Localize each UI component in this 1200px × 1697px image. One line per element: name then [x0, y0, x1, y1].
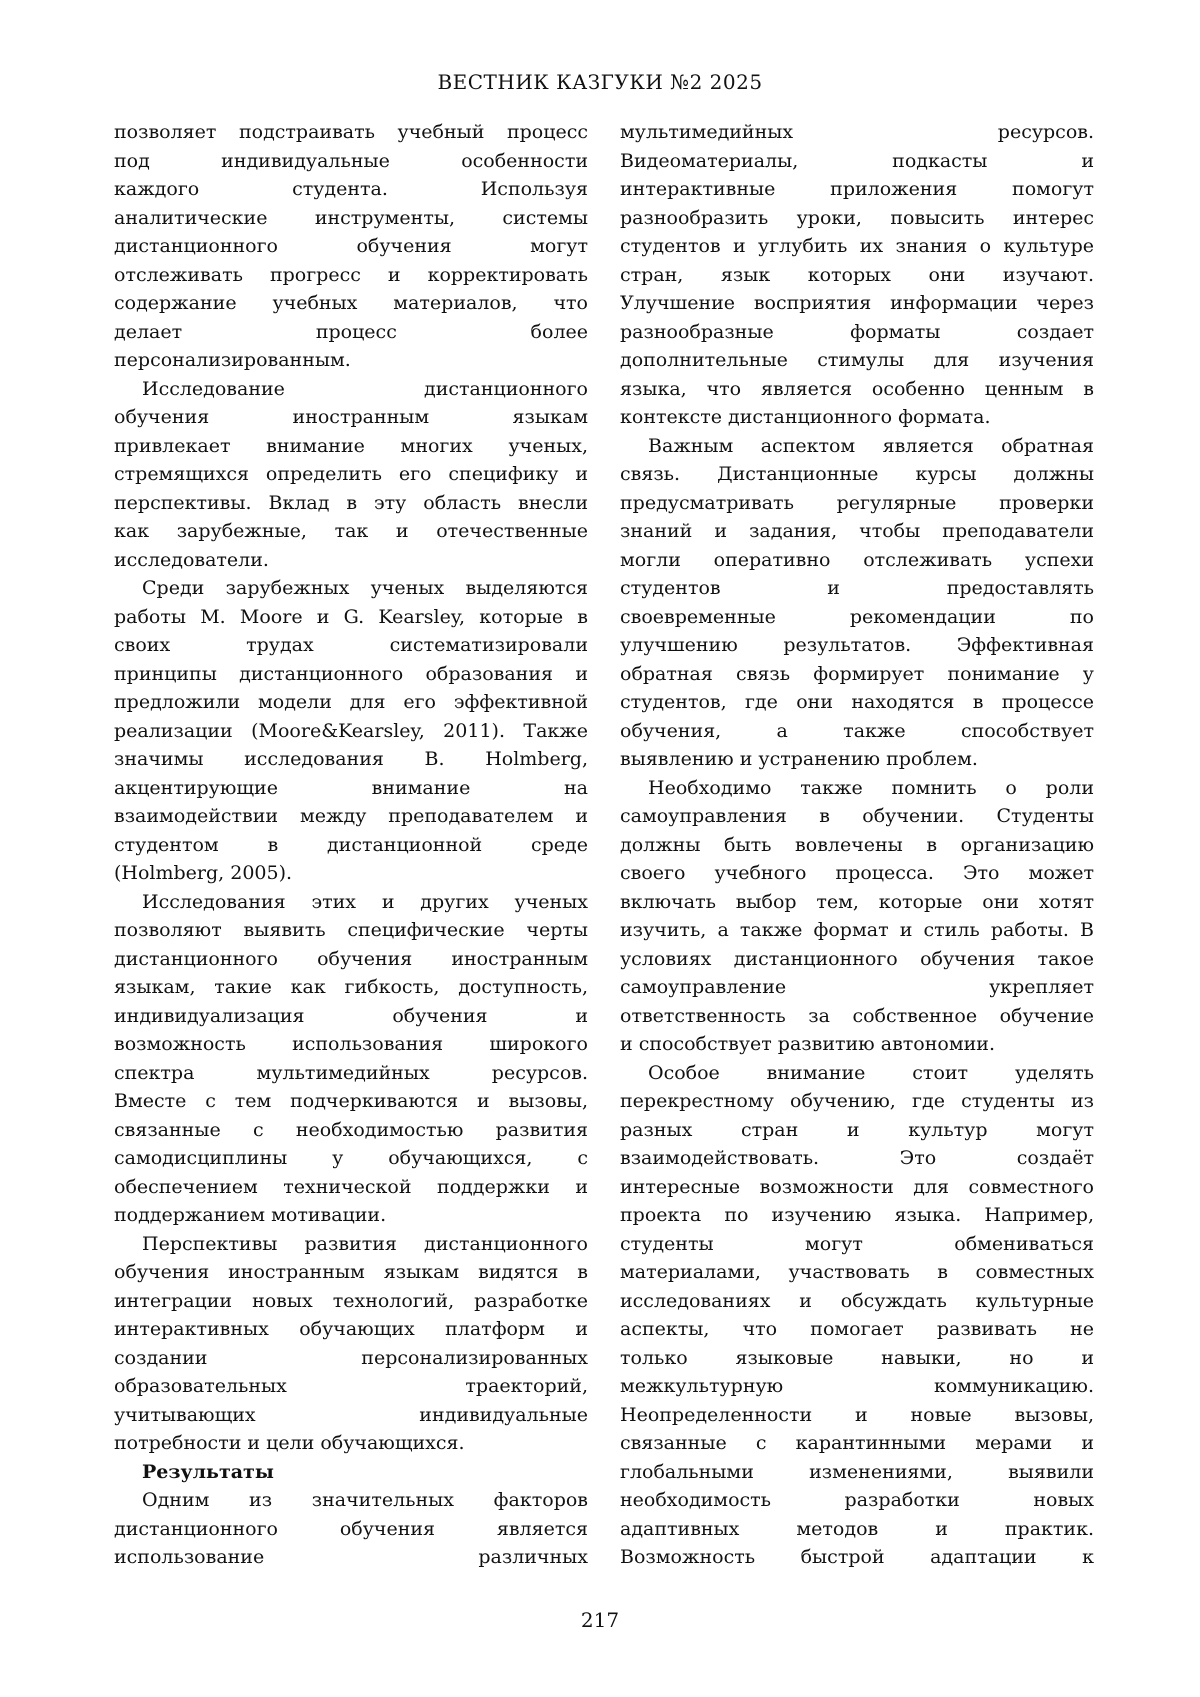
text-line: взаимодействовать. Это создаёт	[620, 1147, 1094, 1169]
text-line: как зарубежные, так и отечественные	[114, 520, 588, 542]
paragraph	[620, 1059, 1094, 1572]
paragraph	[114, 375, 588, 575]
text-line: могли оперативно отслеживать успехи	[620, 548, 1094, 571]
text-line: студентов, где они находятся в процессе	[620, 691, 1094, 713]
text-line: глобальными изменениями, выявили	[620, 1460, 1094, 1483]
text-line: условиях дистанционного обучения такое	[620, 947, 1094, 970]
text-line: студентом в дистанционной среде	[114, 833, 588, 856]
text-line: улучшению результатов. Эффективная	[620, 634, 1094, 656]
text-line: содержание учебных материалов, что	[114, 292, 588, 314]
text-line: связанные с необходимостью развития	[114, 1118, 588, 1141]
page-number: 217	[580, 1608, 620, 1632]
text-line: интеграции новых технологий, разработке	[114, 1289, 588, 1312]
text-line: позволяет подстраивать учебный процесс	[114, 121, 588, 143]
text-line: дистанционного обучения могут	[114, 235, 588, 257]
text-line: Необходимо также помнить о роли	[648, 776, 1094, 799]
text-line: Среди зарубежных ученых выделяются	[142, 577, 588, 599]
text-line: студентов и предоставлять	[620, 577, 1094, 599]
text-line: (Holmberg, 2005).	[114, 862, 293, 884]
text-line: Перспективы развития дистанционного	[142, 1232, 588, 1255]
text-line: образовательных траекторий,	[114, 1375, 588, 1397]
paragraph	[114, 574, 588, 888]
text-line: межкультурную коммуникацию.	[620, 1375, 1094, 1397]
text-line: позволяют выявить специфические черты	[114, 919, 588, 941]
text-line: аналитические инструменты, системы	[114, 206, 588, 229]
text-line: обратная связь формирует понимание у	[620, 662, 1094, 685]
text-line: адаптивных методов и практик.	[620, 1517, 1094, 1540]
text-line: студентов и углубить их знания о культуре	[620, 235, 1094, 257]
text-line: создании персонализированных	[114, 1346, 588, 1369]
text-line: Важным аспектом является обратная	[648, 434, 1094, 457]
text-line: Видеоматериалы, подкасты и	[620, 149, 1094, 172]
text-line: каждого студента. Используя	[114, 178, 588, 200]
text-line: привлекает внимание многих ученых,	[114, 434, 588, 457]
text-line: необходимость разработки новых	[620, 1489, 1094, 1511]
text-line: изучить, а также формат и стиль работы. В	[620, 919, 1094, 941]
text-line: только языковые навыки, но и	[620, 1346, 1094, 1369]
text-line: дистанционного обучения иностранным	[114, 947, 588, 970]
text-line: принципы дистанционного образования и	[114, 662, 588, 685]
text-line: под индивидуальные особенности	[114, 149, 588, 172]
text-line: реализации (Moore&Kearsley, 2011). Также	[114, 719, 588, 742]
text-line: и способствует развитию автономии.	[620, 1033, 995, 1055]
paragraph	[620, 432, 1094, 774]
text-line: самоуправления в обучении. Студенты	[620, 805, 1094, 827]
paragraph	[114, 888, 588, 1230]
text-line: поддержанием мотивации.	[114, 1204, 387, 1226]
text-line: связь. Дистанционные курсы должны	[620, 463, 1094, 485]
text-line: обучения иностранным языкам	[114, 406, 588, 428]
text-line: Исследования этих и других ученых	[142, 890, 588, 913]
text-line: Возможность быстрой адаптации к	[620, 1546, 1094, 1568]
text-line: интерактивные приложения помогут	[620, 178, 1094, 200]
text-line: отслеживать прогресс и корректировать	[114, 263, 588, 286]
text-line: разнообразить уроки, повысить интерес	[620, 206, 1094, 229]
text-line: перекрестному обучению, где студенты из	[620, 1090, 1094, 1112]
text-line: использование различных	[114, 1546, 588, 1568]
text-line: обеспечением технической поддержки и	[114, 1175, 588, 1198]
text-line: дистанционного обучения является	[114, 1517, 588, 1540]
text-line: стран, язык которых они изучают.	[620, 263, 1094, 286]
text-line: связанные с карантинными мерами и	[620, 1432, 1094, 1454]
text-line: акцентирующие внимание на	[114, 776, 588, 799]
text-line: взаимодействии между преподавателем и	[114, 805, 588, 827]
text-line: спектра мультимедийных ресурсов.	[114, 1061, 588, 1084]
text-line: обучения, а также способствует	[620, 719, 1094, 742]
text-line: исследованиях и обсуждать культурные	[620, 1289, 1094, 1312]
text-line: стремящихся определить его специфику и	[114, 463, 588, 485]
text-line: языка, что является особенно ценным в	[620, 377, 1094, 400]
text-line: потребности и цели обучающихся.	[114, 1432, 465, 1454]
text-line: включать выбор тем, которые они хотят	[620, 890, 1094, 913]
text-line: материалами, участвовать в совместных	[620, 1261, 1094, 1283]
text-line: должны быть вовлечены в организацию	[620, 833, 1094, 856]
text-line: работы M. Moore и G. Kearsley, которые в	[114, 605, 588, 628]
text-line: разнообразные форматы создает	[620, 320, 1094, 343]
text-line: языкам, такие как гибкость, доступность,	[114, 976, 588, 998]
text-line: индивидуализация обучения и	[114, 1004, 588, 1027]
text-line: аспекты, что помогает развивать не	[620, 1318, 1094, 1340]
text-line: своих трудах систематизировали	[114, 634, 588, 656]
text-line: самоуправление укрепляет	[620, 976, 1094, 998]
text-line: Вместе с тем подчеркиваются и вызовы,	[114, 1090, 588, 1112]
text-line: самодисциплины у обучающихся, с	[114, 1147, 588, 1169]
text-line: Особое внимание стоит уделять	[648, 1061, 1094, 1084]
text-line: знаний и задания, чтобы преподаватели	[620, 520, 1094, 542]
text-line: интерактивных обучающих платформ и	[114, 1318, 588, 1340]
text-line: значимы исследования B. Holmberg,	[114, 748, 588, 770]
text-line: контексте дистанционного формата.	[620, 406, 991, 428]
text-line: перспективы. Вклад в эту область внесли	[114, 491, 588, 514]
text-line: проекта по изучению языка. Например,	[620, 1204, 1094, 1226]
paragraph	[114, 118, 588, 375]
text-line: своевременные рекомендации по	[620, 605, 1094, 628]
text-line: персонализированным.	[114, 349, 351, 371]
text-line: исследователи.	[114, 548, 269, 571]
text-line: предусматривать регулярные проверки	[620, 491, 1094, 514]
text-line: Одним из значительных факторов	[142, 1489, 588, 1511]
section-heading-results: Результаты	[142, 1460, 274, 1483]
text-line: студенты могут обмениваться	[620, 1232, 1094, 1255]
paragraph	[620, 774, 1094, 1059]
text-line: выявлению и устранению проблем.	[620, 748, 978, 770]
text-line: интересные возможности для совместного	[620, 1175, 1094, 1198]
text-line: возможность использования широкого	[114, 1033, 588, 1055]
journal-header: ВЕСТНИК КАЗГУКИ №2 2025	[437, 70, 763, 94]
text-line: предложили модели для его эффективной	[114, 691, 588, 713]
text-line: делает процесс более	[114, 320, 588, 343]
text-line: своего учебного процесса. Это может	[620, 862, 1094, 884]
paragraph	[114, 1230, 588, 1458]
text-line: Улучшение восприятия информации через	[620, 292, 1094, 314]
text-line: разных стран и культур могут	[620, 1118, 1094, 1141]
text-line: Исследование дистанционного	[142, 377, 588, 400]
text-line: Неопределенности и новые вызовы,	[620, 1403, 1094, 1426]
paragraph	[114, 1486, 588, 1572]
text-line: обучения иностранным языкам видятся в	[114, 1261, 588, 1283]
left-column	[114, 118, 588, 1572]
text-line: дополнительные стимулы для изучения	[620, 349, 1094, 371]
right-column	[620, 118, 1094, 1572]
text-line: ответственность за собственное обучение	[620, 1004, 1094, 1027]
text-line: учитывающих индивидуальные	[114, 1403, 588, 1426]
paragraph	[620, 118, 1094, 432]
text-line: мультимедийных ресурсов.	[620, 121, 1094, 143]
